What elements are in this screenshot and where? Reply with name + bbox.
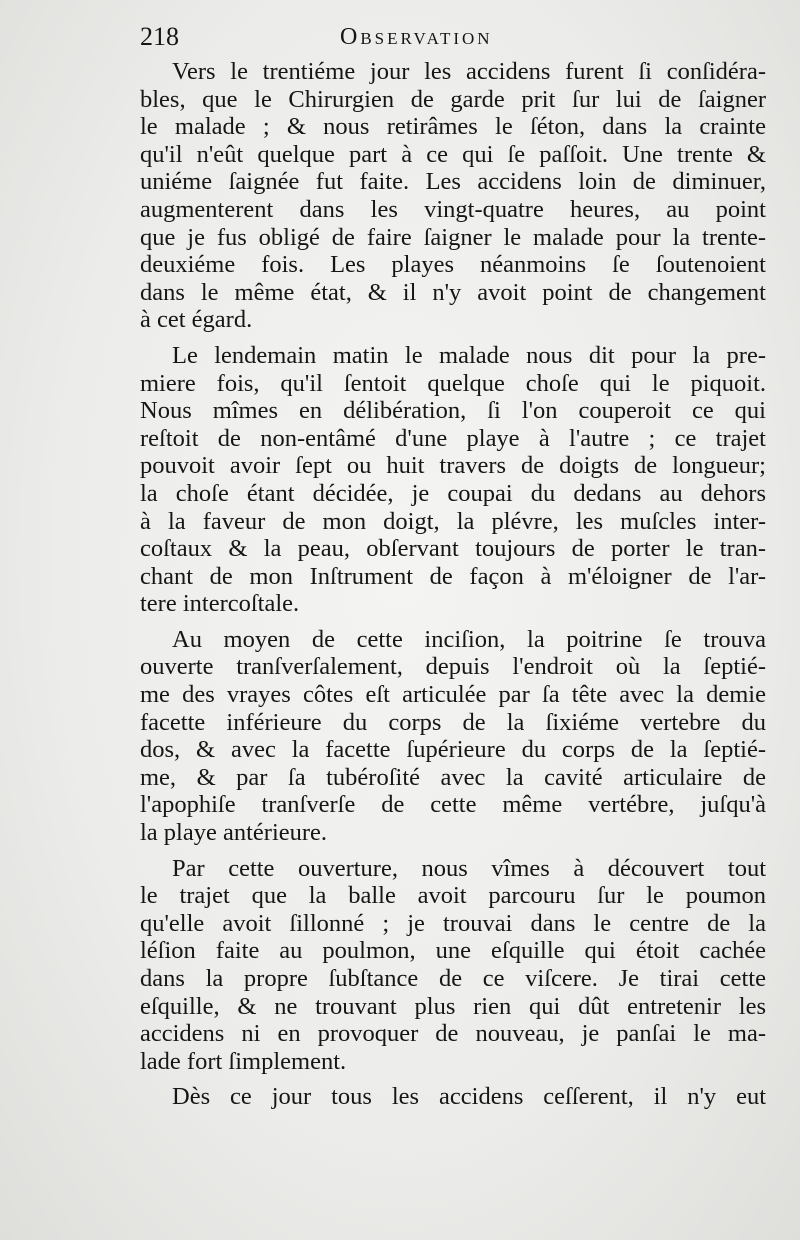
text-line: accidens ni en provoquer de nouveau, je panſai le ma-	[140, 1020, 766, 1048]
running-head	[140, 22, 780, 62]
page-number: 218	[140, 22, 179, 51]
text-line: dans la propre ſubſtance de ce viſcere. Je tirai cette	[140, 965, 766, 992]
paragraph	[140, 58, 766, 334]
text-line: me, & par ſa tubéroſité avec la cavité articulaire de	[140, 763, 766, 791]
text-line: Dès ce jour tous les accidens ceſſerent, il n'y eut	[172, 1083, 766, 1111]
text-line: qu'il n'eût quelque part à ce qui ſe paſſoit. Une trente &	[140, 140, 766, 168]
text-line: le trajet que la balle avoit parcouru ſur le poumon	[140, 882, 766, 910]
text-line: la choſe étant décidée, je coupai du dedans au dehors	[140, 479, 766, 507]
text-line: la playe antérieure.	[140, 819, 328, 847]
text-line: qu'elle avoit ſillonné ; je trouvai dans le centre de la	[140, 909, 766, 937]
paragraph	[140, 855, 766, 1076]
text-line: Le lendemain matin le malade nous dit pour la pre-	[172, 341, 766, 369]
text-line: pouvoit avoir ſept ou huit travers de doigts de longueur;	[140, 452, 766, 480]
text-line: Par cette ouverture, nous vîmes à découvert tout	[172, 854, 766, 882]
text-line: Au moyen de cette inciſion, la poitrine ſe trouva	[172, 625, 766, 653]
text-line: tere intercoſtale.	[140, 590, 300, 618]
text-line: Nous mîmes en délibération, ſi l'on couperoit ce qui	[140, 397, 766, 425]
running-title: Observation	[340, 24, 493, 50]
text-line: coſtaux & la peau, obſervant toujours de porter le tran-	[140, 535, 766, 563]
text-line: léſion faite au poulmon, une eſquille qui étoit cachée	[140, 937, 766, 965]
text-line: miere fois, qu'il ſentoit quelque choſe qui le piquoit.	[140, 369, 766, 397]
text-line: l'apophiſe tranſverſe de cette même vertébre, juſqu'à	[140, 791, 766, 819]
text-line: reſtoit de non-entâmé d'une playe à l'autre ; ce trajet	[140, 424, 766, 452]
text-line: augmenterent dans les vingt-quatre heures, au point	[140, 195, 766, 223]
text-line: dans le même état, & il n'y avoit point de changement	[140, 278, 766, 306]
text-line: deuxiéme fois. Les playes néanmoins ſe ſoutenoient	[140, 251, 766, 279]
text-line: uniéme ſaignée fut faite. Les accidens loin de diminuer,	[140, 168, 766, 196]
text-line: à la faveur de mon doigt, la plévre, les muſcles inter-	[140, 507, 766, 535]
paragraph	[140, 1083, 766, 1111]
text-line: lade fort ſimplement.	[140, 1047, 347, 1075]
text-line: Vers le trentiéme jour les accidens furent ſi conſidéra-	[172, 58, 766, 85]
text-line: facette inférieure du corps de la ſixiéme vertebre du	[140, 708, 766, 736]
text-line: ouverte tranſverſalement, depuis l'endroit où la ſeptié-	[140, 653, 766, 681]
body-text	[140, 58, 766, 1119]
paragraph	[140, 626, 766, 847]
text-line: à cet égard.	[140, 306, 253, 334]
text-line: me des vrayes côtes eſt articulée par ſa tête avec la demie	[140, 681, 766, 709]
text-line: chant de mon Inſtrument de façon à m'éloigner de l'ar-	[140, 562, 766, 590]
text-line: le malade ; & nous retirâmes le ſéton, dans la crainte	[140, 113, 766, 141]
text-line: bles, que le Chirurgien de garde prit ſur lui de ſaigner	[140, 85, 766, 113]
text-line: eſquille, & ne trouvant plus rien qui dût entretenir les	[140, 992, 766, 1020]
text-line: que je fus obligé de faire ſaigner le malade pour la trente-	[140, 223, 766, 251]
text-line: dos, & avec la facette ſupérieure du corps de la ſeptié-	[140, 736, 766, 764]
paragraph	[140, 342, 766, 618]
